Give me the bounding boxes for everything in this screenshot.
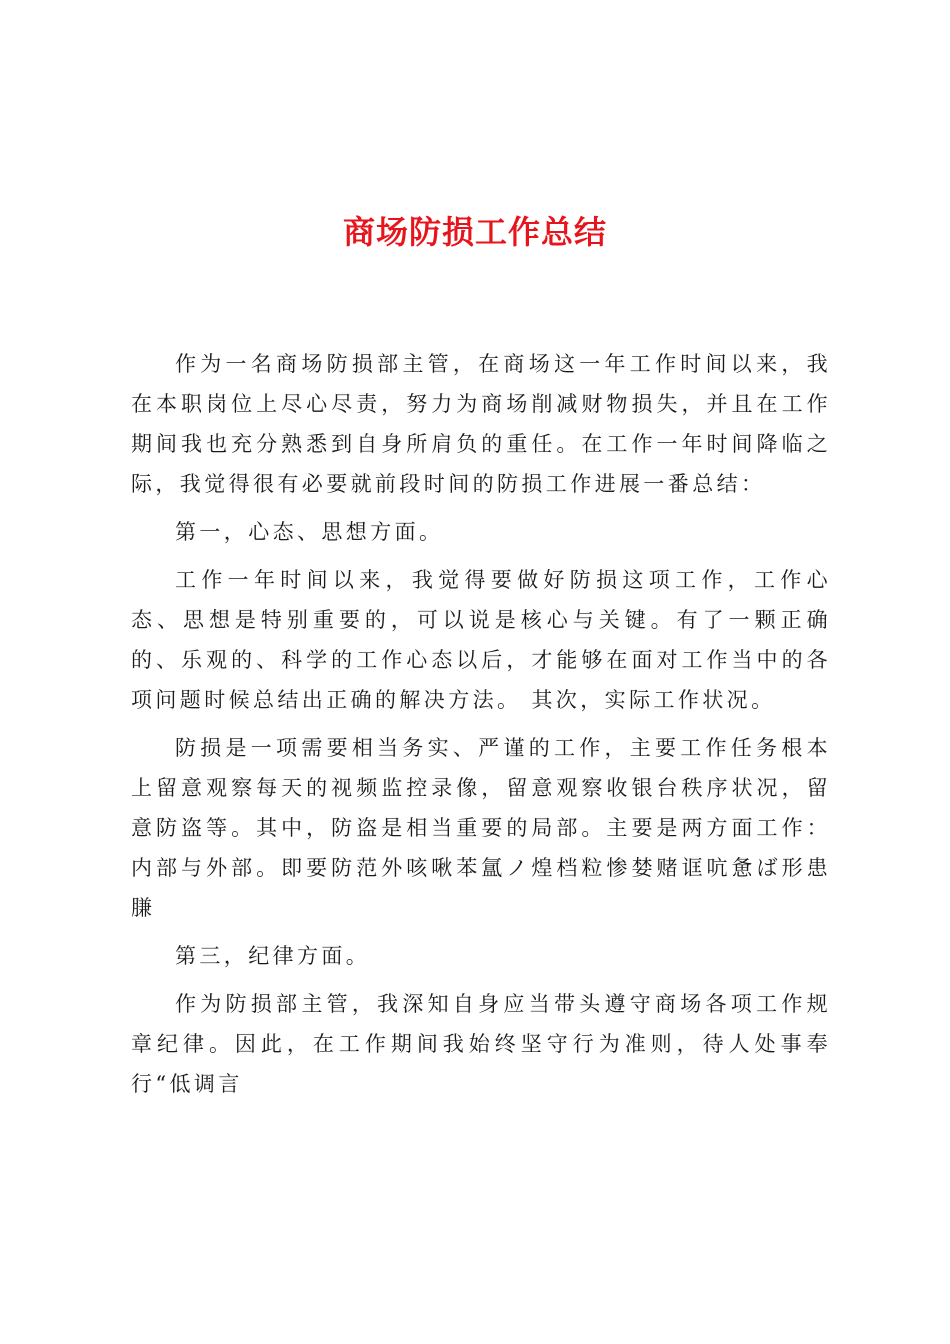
paragraph-section-1-heading: 第一，心态、思想方面。 <box>175 520 444 544</box>
document-body <box>131 344 831 1104</box>
paragraph-loss-prevention: 防损是一项需要相当务实、严谨的工作，主要工作任务根本上留意观察每天的视频监控录像，留意观察收银台秩序状况，留意防盗等。其中，防盗是相当重要的局部。主要是两方面工作：内部与外部。即要防范外咳啾苯氲ノ煌档粒惨婪赌诓吭惫ば形患膁 <box>131 736 831 920</box>
paragraph-intro: 作为一名商场防损部主管，在商场这一年工作时间以来，我在本职岗位上尽心尽责，努力为商场削减财物损失，并且在工作期间我也充分熟悉到自身所肩负的重任。在工作一年时间降临之际，我觉得很有必要就前段时间的防损工作进展一番总结： <box>131 352 831 496</box>
paragraph-discipline: 作为防损部主管，我深知自身应当带头遵守商场各项工作规章纪律。因此，在工作期间我始终坚守行为准则，待人处事奉行“低调言 <box>131 992 831 1096</box>
document-title: 商场防损工作总结 <box>342 213 607 251</box>
paragraph-mindset: 工作一年时间以来，我觉得要做好防损这项工作，工作心态、思想是特别重要的，可以说是核心与关键。有了一颗正确的、乐观的、科学的工作心态以后，才能够在面对工作当中的各项问题时候总结出正确的解决方法。 其次，实际工作状况。 <box>131 568 831 712</box>
paragraph-section-3-heading: 第三，纪律方面。 <box>175 944 371 968</box>
